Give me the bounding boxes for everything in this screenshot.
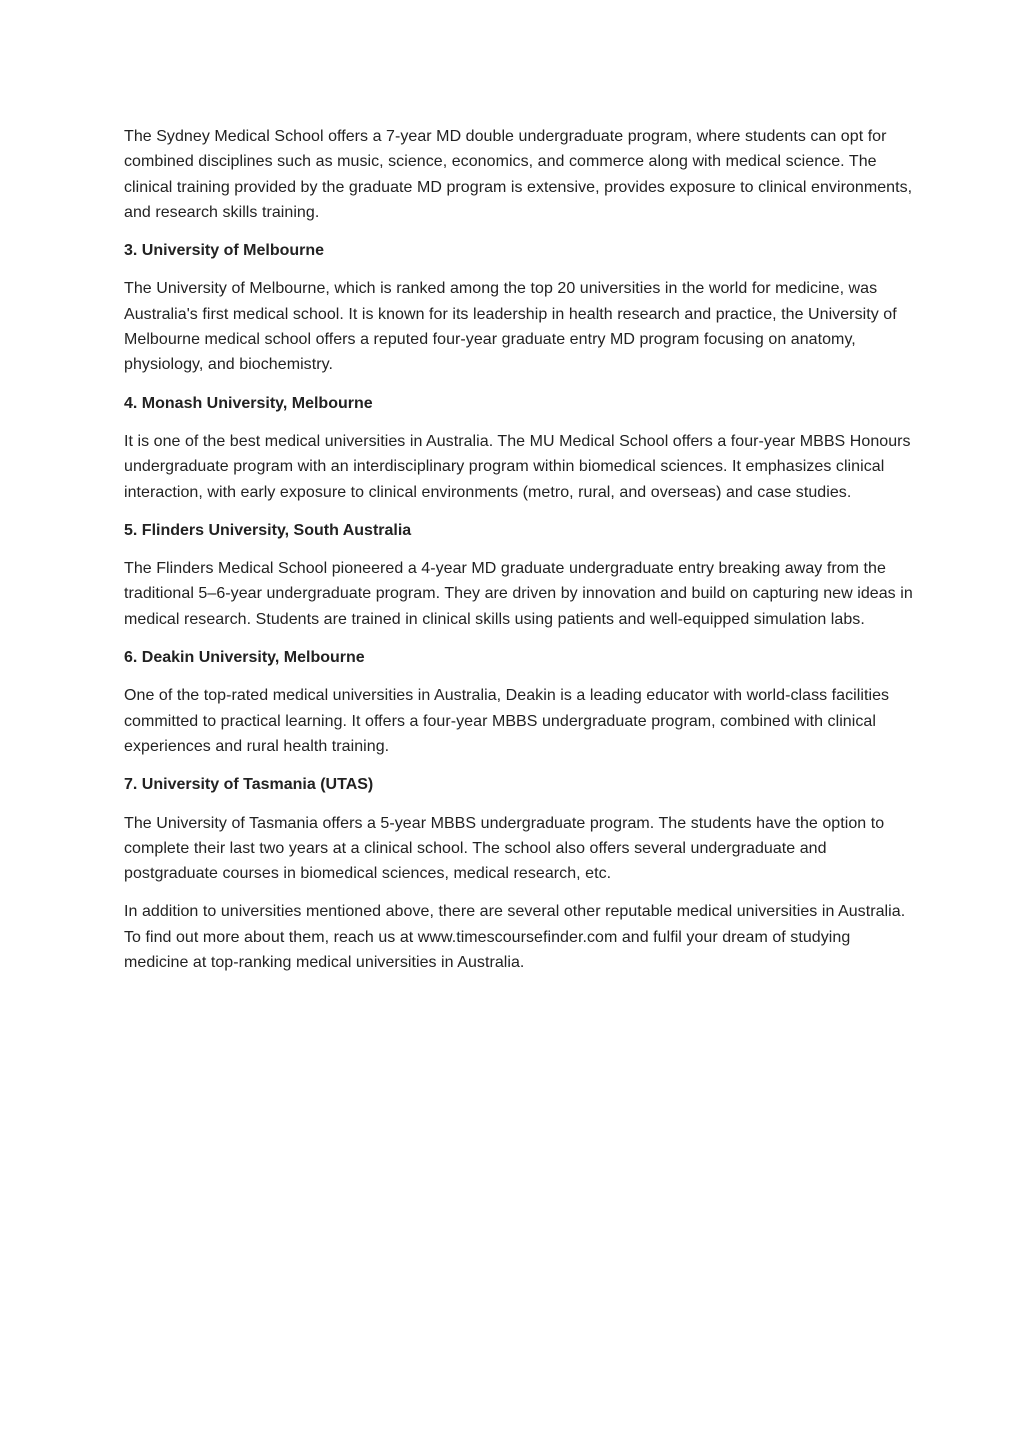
closing-text-after-link: and fulfil your dream of studying medicine at top-ranking medical universities in Australia.: [124, 928, 851, 972]
section-body-melbourne: The University of Melbourne, which is ranked among the top 20 universities in the world for medicine, was Australia's first medical school. It is known for its leadership in health research and practice, the University of Melbourne medical school offers a reputed four-year graduate entry MD program focusing on anatomy, physiology, and biochemistry.: [124, 280, 897, 374]
section-body-tasmania: The University of Tasmania offers a 5-year MBBS undergraduate program. The students have the option to complete their last two years at a clinical school. The school also offers several undergraduate and postgraduate courses in biomedical sciences, medical research, etc.: [124, 814, 885, 883]
section-body-monash: It is one of the best medical universities in Australia. The MU Medical School offers a four-year MBBS Honours undergraduate program with an interdisciplinary program within biomedical sciences. It emphasizes clinical interaction, with early exposure to clinical environments (metro, rural, and overseas) and case studies.: [124, 432, 911, 501]
section-body-flinders: The Flinders Medical School pioneered a 4-year MD graduate undergraduate entry breaking away from the traditional 5–6-year undergraduate program. They are driven by innovation and build on capturing new ideas in medical research. Students are trained in clinical skills using patients and well-equipped simulation labs.: [124, 560, 913, 628]
section-heading-tasmania: 7. University of Tasmania (UTAS): [124, 776, 374, 794]
section-heading-melbourne: 3. University of Melbourne: [124, 242, 325, 260]
closing-paragraph: [124, 899, 913, 975]
section-heading-flinders: 5. Flinders University, South Australia: [124, 521, 412, 539]
website-link[interactable]: www.timescoursefinder.com: [417, 928, 618, 946]
section-heading-monash: 4. Monash University, Melbourne: [124, 394, 373, 412]
closing-text-before-link: In addition to universities mentioned above, there are several other reputable medical universities in Australia. To find out more about them, reach us at: [124, 903, 906, 946]
intro-paragraph: The Sydney Medical School offers a 7-year MD double undergraduate program, where students can opt for combined disciplines such as music, science, economics, and commerce along with medical science. The clinical training provided by the graduate MD program is extensive, provides exposure to clinical environments, and research skills training.: [124, 128, 913, 221]
section-heading-deakin: 6. Deakin University, Melbourne: [124, 649, 365, 667]
section-body-deakin: One of the top-rated medical universities in Australia, Deakin is a leading educator with world-class facilities committed to practical learning. It offers a four-year MBBS undergraduate program, combined with clinical experiences and rural health training.: [124, 687, 890, 755]
